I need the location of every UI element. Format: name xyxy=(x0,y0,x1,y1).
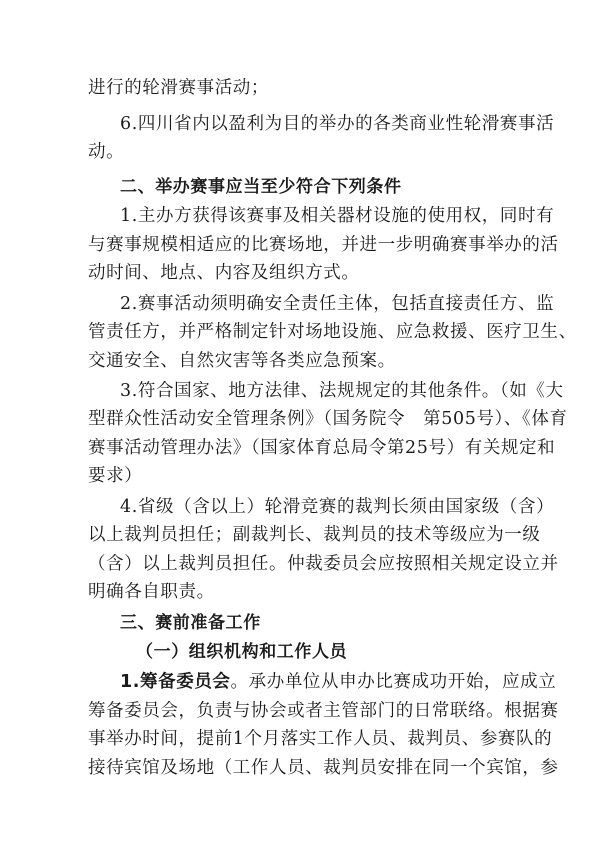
condition-4-line-2: 以上裁判员担任；副裁判长、裁判员的技术等级应为一级 xyxy=(88,525,541,545)
committee-lead-rest: 。承办单位从申办比赛成功开始，应成立 xyxy=(230,672,557,692)
condition-2-line-1: 2.赛事活动须明确安全责任主体，包括直接责任方、监 xyxy=(120,294,555,314)
condition-4-line-4: 明确各自职责。 xyxy=(88,582,215,602)
item-6-line-2: 动。 xyxy=(88,142,125,162)
condition-2-line-3: 交通安全、自然灾害等各类应急预案。 xyxy=(88,351,396,371)
condition-2-line-2: 管责任方，并严格制定针对场地设施、应急救援、医疗卫生、 xyxy=(88,322,577,342)
section-heading-2: 二、举办赛事应当至少符合下列条件 xyxy=(120,177,402,197)
condition-3-line-4: 要求） xyxy=(88,466,143,486)
condition-1-line-3: 动时间、地点、内容及组织方式。 xyxy=(88,263,360,283)
condition-4-line-3: （含）以上裁判员担任。仲裁委员会应按照相关规定设立并 xyxy=(88,554,559,574)
subsection-heading-1: （一）组织机构和工作人员 xyxy=(136,642,348,662)
committee-line-3: 事举办时间，提前1个月落实工作人员、裁判员、参赛队的 xyxy=(88,729,553,749)
paragraph-continuation: 进行的轮滑赛事活动； xyxy=(88,78,269,98)
committee-lead: 1.筹备委员会 xyxy=(120,672,231,692)
condition-1-line-2: 与赛事规模相适应的比赛场地，并进一步明确赛事举办的活 xyxy=(88,235,559,255)
item-6-line-1: 6.四川省内以盈利为目的举办的各类商业性轮滑赛事活 xyxy=(120,114,555,134)
committee-line-2: 筹备委员会，负责与协会或者主管部门的日常联络。根据赛 xyxy=(88,701,559,721)
condition-1-line-1: 1.主办方获得该赛事及相关器材设施的使用权，同时有 xyxy=(120,206,555,226)
condition-3-line-3: 赛事活动管理办法》（国家体育总局令第25号）有关规定和 xyxy=(88,438,556,458)
condition-3-line-2: 型群众性活动安全管理条例》（国务院令 第505号）、《体育 xyxy=(88,409,568,429)
condition-4-line-1: 4.省级（含以上）轮滑竞赛的裁判长须由国家级（含） xyxy=(120,497,555,517)
section-heading-3: 三、赛前准备工作 xyxy=(120,613,261,633)
committee-line-1 xyxy=(120,671,557,693)
committee-line-4: 接待宾馆及场地（工作人员、裁判员安排在同一个宾馆，参 xyxy=(88,758,559,778)
condition-3-line-1: 3.符合国家、地方法律、法规规定的其他条件。（如《大 xyxy=(120,381,564,401)
